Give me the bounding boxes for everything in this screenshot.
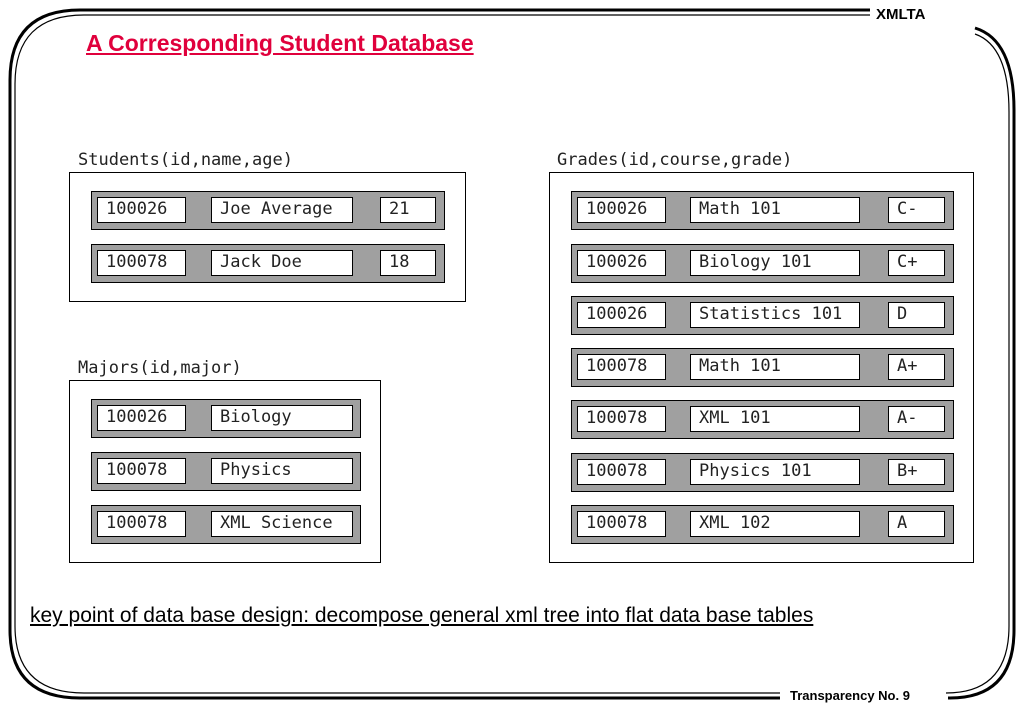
- grade-course-cell: Math 101: [690, 197, 860, 223]
- students-table-label: Students(id,name,age): [78, 150, 293, 170]
- grade-course-cell: Biology 101: [690, 250, 860, 276]
- table-row: [91, 399, 361, 438]
- page-title: A Corresponding Student Database: [86, 30, 474, 56]
- majors-table: [69, 380, 381, 563]
- table-row: [571, 453, 954, 492]
- grade-id-cell: 100026: [577, 250, 666, 276]
- student-name-cell: Joe Average: [211, 197, 353, 223]
- table-row: [91, 505, 361, 544]
- grade-value-cell: A-: [888, 406, 945, 432]
- grade-id-cell: 100078: [577, 406, 666, 432]
- table-row: [91, 244, 445, 283]
- grade-course-cell: Physics 101: [690, 459, 860, 485]
- students-table: [69, 172, 466, 302]
- student-name-cell: Jack Doe: [211, 250, 353, 276]
- grades-table: [549, 172, 974, 563]
- grade-value-cell: D: [888, 302, 945, 328]
- major-id-cell: 100078: [97, 458, 186, 484]
- grade-course-cell: Statistics 101: [690, 302, 860, 328]
- student-id-cell: 100026: [97, 197, 186, 223]
- grade-value-cell: C-: [888, 197, 945, 223]
- grade-id-cell: 100026: [577, 302, 666, 328]
- header-label: XMLTA: [876, 6, 926, 23]
- grade-id-cell: 100078: [577, 459, 666, 485]
- majors-table-label: Majors(id,major): [78, 358, 242, 378]
- major-name-cell: Physics: [211, 458, 353, 484]
- grade-course-cell: XML 102: [690, 511, 860, 537]
- major-name-cell: Biology: [211, 405, 353, 431]
- major-id-cell: 100078: [97, 511, 186, 537]
- grade-value-cell: C+: [888, 250, 945, 276]
- grade-value-cell: A: [888, 511, 945, 537]
- grades-table-label: Grades(id,course,grade): [557, 150, 793, 170]
- table-row: [91, 452, 361, 491]
- table-row: [571, 191, 954, 230]
- student-age-cell: 18: [380, 250, 436, 276]
- student-age-cell: 21: [380, 197, 436, 223]
- footer-label: Transparency No. 9: [790, 688, 910, 703]
- table-row: [571, 244, 954, 283]
- table-row: [91, 191, 445, 230]
- grade-course-cell: XML 101: [690, 406, 860, 432]
- grade-id-cell: 100026: [577, 197, 666, 223]
- key-point-text: key point of data base design: decompose general xml tree into flat data base tables: [30, 604, 814, 627]
- grade-id-cell: 100078: [577, 354, 666, 380]
- table-row: [571, 505, 954, 544]
- major-id-cell: 100026: [97, 405, 186, 431]
- table-row: [571, 348, 954, 387]
- grade-course-cell: Math 101: [690, 354, 860, 380]
- grade-value-cell: B+: [888, 459, 945, 485]
- grade-id-cell: 100078: [577, 511, 666, 537]
- table-row: [571, 400, 954, 439]
- student-id-cell: 100078: [97, 250, 186, 276]
- grade-value-cell: A+: [888, 354, 945, 380]
- major-name-cell: XML Science: [211, 511, 353, 537]
- table-row: [571, 296, 954, 335]
